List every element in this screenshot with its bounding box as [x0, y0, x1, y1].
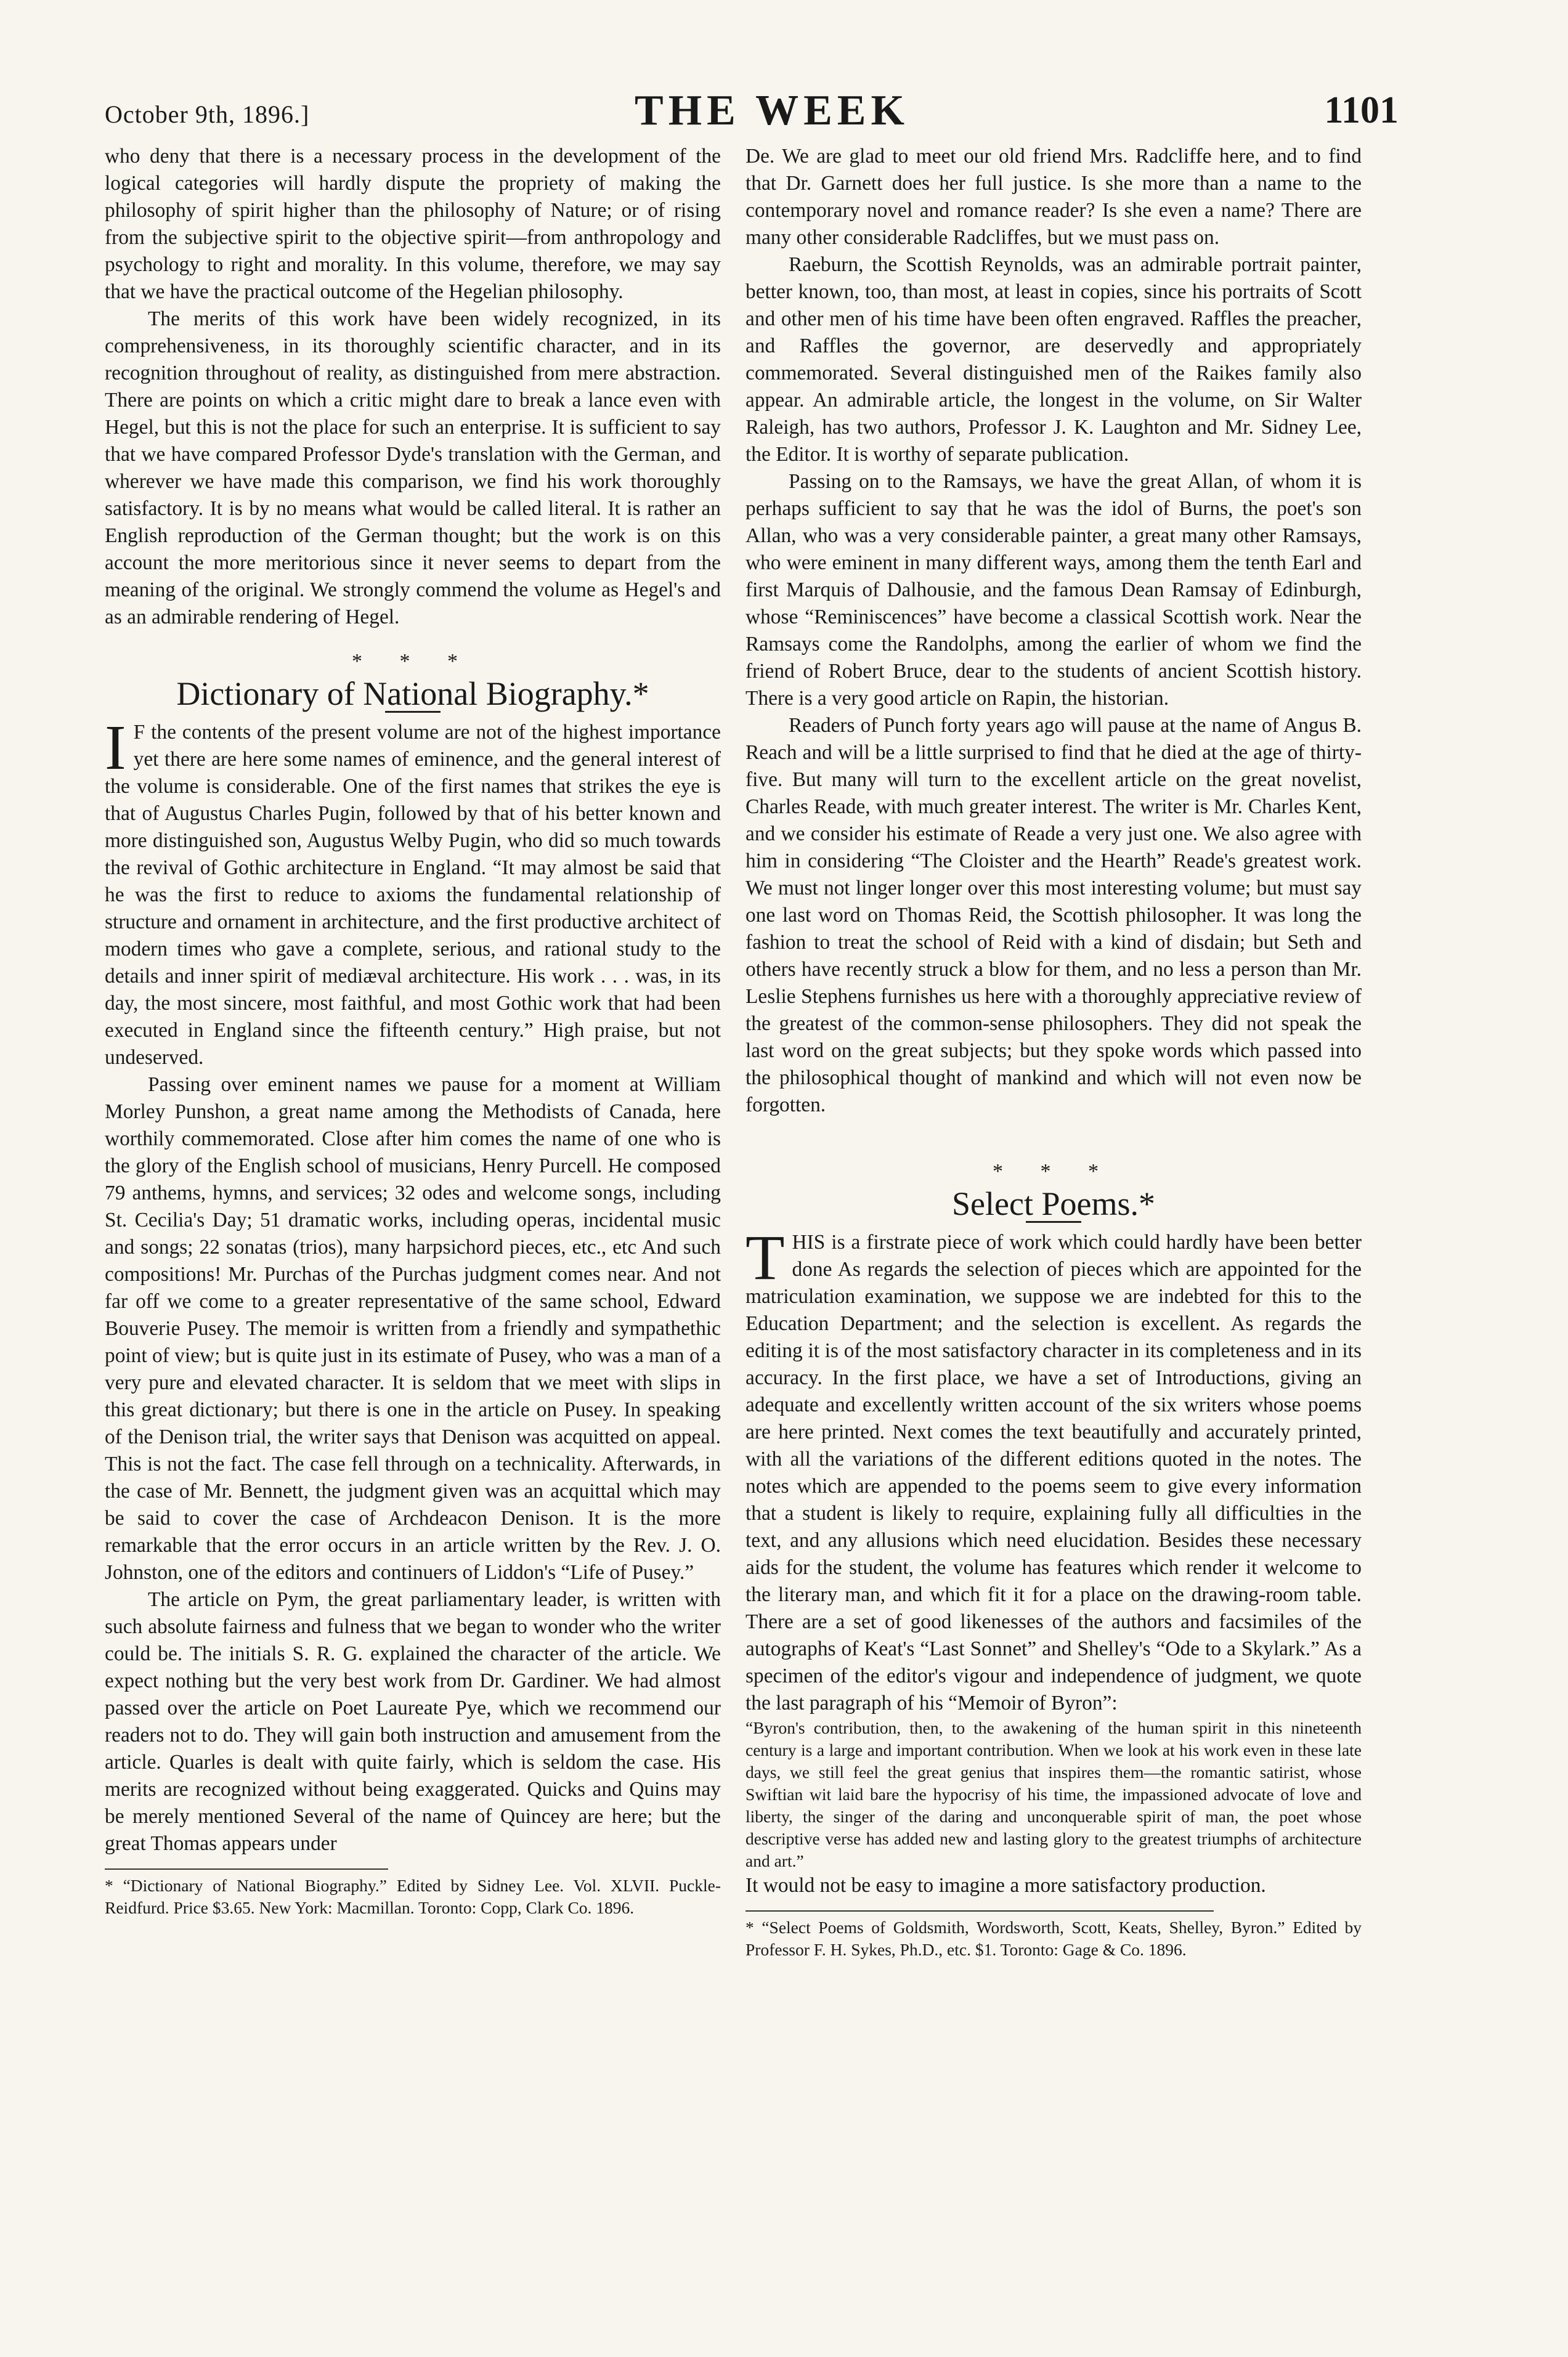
right-column	[745, 143, 1362, 1961]
section-divider-stars: * * *	[993, 1160, 1115, 1183]
dnb-continuation-paragraph-1: De. We are glad to meet our old friend Mrs. Radcliffe here, and to find that Dr. Garnett does her full justice. Is she more than a name to the contemporary novel and romance reader? Is she even a name? There are many other considerable Radcliffes, but we must pass on.	[745, 145, 1362, 249]
footnote-rule	[105, 1868, 388, 1870]
select-poems-section-title: Select Poems.*	[952, 1185, 1155, 1222]
hegel-review-continuation: who deny that there is a necessary process in the development of the logical categories will hardly dispute the propriety of making the philosophy of spirit higher than the philosophy of Nature; or of rising from the subjective spirit to the objective spirit—from anthropology and psychology to right and morality. In this volume, therefore, we may say that we have the practical outcome of the Hegelian philosophy.	[105, 145, 721, 303]
drop-cap: T	[745, 1222, 785, 1293]
dnb-continuation-paragraph-2: Raeburn, the Scottish Reynolds, was an admirable portrait painter, better known, too, than most, at least in copies, since his portraits of Scott and other men of his time have been often engraved. Raffles the preacher, and Raffles the governor, are deservedly and appropriately commemorated. Several distinguished men of the Raikes family also appear. An admirable article, the longest in the volume, on Sir Walter Raleigh, has two authors, Professor J. K. Laughton and Mr. Sidney Lee, the Editor. It is worthy of separate publication.	[745, 253, 1362, 466]
page-number: 1101	[1324, 89, 1399, 131]
select-poems-footnote: * “Select Poems of Goldsmith, Wordsworth, Scott, Keats, Shelley, Byron.” Edited by Professor F. H. Sykes, Ph.D., etc. $1. Toronto: Gage & Co. 1896.	[745, 1918, 1362, 1959]
dnb-paragraph-2: Passing over eminent names we pause for a moment at William Morley Punshon, a great name among the Methodists of Canada, here worthily commemorated. Close after him comes the name of one who is the glory of the English school of musicians, Henry Purcell. He composed 79 anthems, hymns, and services; 32 odes and welcome songs, including St. Cecilia's Day; 51 dramatic works, including operas, incidental music and songs; 22 sonatas (trios), many harpsichord pieces, etc., etc And such compositions! Mr. Purchas of the Purchas judgment comes near. And not far off we come to a greater representative of the same school, Edward Bouverie Pusey. The memoir is written from a friendly and sympathethic point of view; but is quite just in its estimate of Pusey, who was a man of a very pure and elevated character. It is seldom that we meet with slips in this great dictionary; but there is one in the article on Pusey. In speaking of the Denison trial, the writer says that Denison was acquitted on appeal. This is not the fact. The case fell through on a technicality. Afterwards, in the case of Mr. Bennett, the judgment given was an acquittal which may be said to cover the case of Archdeacon Denison. It is the more remarkable that the error occurs in an article written by the Rev. J. O. Johnston, one of the editors and continuers of Liddon's “Life of Pusey.”	[105, 1073, 721, 1584]
section-divider-stars: * * *	[352, 650, 474, 673]
page-header	[105, 86, 1399, 142]
publication-title: THE WEEK	[635, 87, 909, 134]
dnb-continuation-paragraph-3: Passing on to the Ramsays, we have the great Allan, of whom it is perhaps sufficient to say that he was the idol of Burns, the poet's son Allan, who was a very considerable painter, a great many other Ramsays, who were eminent in many different ways, among them the tenth Earl and first Marquis of Dalhousie, and the famous Dean Ramsay of Edinburgh, whose “Reminiscences” have become a classical Scottish work. Near the Ramsays come the Randolphs, among the earlier of whom we find the friend of Robert Bruce, dear to the students of ancient Scottish history. There is a very good article on Rapin, the historian.	[745, 470, 1362, 710]
select-poems-paragraph	[745, 1222, 1362, 1717]
dnb-footnote: * “Dictionary of National Biography.” Edited by Sidney Lee. Vol. XLVII. Puckle-Reidfurd. Price $3.65. New York: Macmillan. Toronto: Copp, Clark Co. 1896.	[105, 1876, 721, 1917]
drop-cap: I	[105, 712, 126, 783]
byron-memoir-quote: “Byron's contribution, then, to the awakening of the human spirit in this nineteenth century is a large and important contribution. When we look at his work even in these late days, we still feel the great genius that inspires them—the romantic satirist, whose Swiftian wit laid bare the hypocrisy of his time, the impassioned advocate of love and liberty, the singer of the daring and unconquerable spirit of man, the poet whose descriptive verse has added new and lasting glory to the greatest triumphs of architecture and art.”	[745, 1718, 1362, 1870]
left-column	[105, 143, 721, 1919]
select-poems-paragraph-text: HIS is a firstrate piece of work which could hardly have been better done As regards the selection of pieces which are appointed for the matriculation examination, we suppose we are indebted for this to the Education Department; and the selection is excellent. As regards the editing it is of the most satisfactory character in its completeness and in its accuracy. In the first place, we have a set of Introductions, giving an adequate and excellently written account of the six writers whose poems are here printed. Next comes the text beautifully and accurately printed, with all the variations of the different editions quoted in the notes. The notes which are appended to the poems seem to give every information that a student is likely to require, explaining fully all difficulties in the text, and any allusions which need elucidation. Besides these necessary aids for the student, the volume has features which render it welcome to the literary man, and which fit it for a place on the drawing-room table. There are a set of good likenesses of the authors and facsimiles of the autographs of Keat's “Last Sonnet” and Shelley's “Ode to a Skylark.” As a specimen of the editor's vigour and independence of judgment, we quote the last paragraph of his “Memoir of Byron”:	[745, 1231, 1362, 1714]
dnb-continuation-paragraph-4: Readers of Punch forty years ago will pause at the name of Angus B. Reach and will be a little surprised to find that he died at the age of thirty-five. But many will turn to the excellent article on the great novelist, Charles Reade, with much greater interest. The writer is Mr. Charles Kent, and we consider his estimate of Reade a very just one. We also agree with him in considering “The Cloister and the Hearth” Reade's greatest work. We must not linger longer over this most interesting volume; but must say one last word on Thomas Reid, the Scottish philosopher. It was long the fashion to treat the school of Reid with a kind of disdain; but Seth and others have recently struck a blow for them, and no less a person than Mr. Leslie Stephens furnishes us here with a thoroughly appreciative review of the greatest of the common-sense philosophers. They did not speak the last word on the great subjects; but they spoke words which passed into the philosophical thought of mankind and which will not even now be forgotten.	[745, 714, 1362, 1116]
dnb-paragraph-1	[105, 712, 721, 1071]
dnb-paragraph-1-text: F the contents of the present volume are not of the highest importance yet there are here some names of eminence, and the general interest of the volume is considerable. One of the first names that strikes the eye is that of Augustus Charles Pugin, followed by that of his better known and more distinguished son, Augustus Welby Pugin, who did so much towards the revival of Gothic architecture in England. “It may almost be said that he was the first to reduce to axioms the fundamental relationship of structure and ornament in architecture, and the first productive architect of modern times who gave a complete, serious, and rational study to the details and inner spirit of mediæval architecture. His work . . . was, in its day, the most sincere, most faithful, and most Gothic work that had been executed in England since the fifteenth century.” High praise, but not undeserved.	[105, 721, 721, 1069]
dnb-paragraph-3: The article on Pym, the great parliamentary leader, is written with such absolute fairness and fulness that we began to wonder who the writer could be. The initials S. R. G. explained the character of the article. We expect nothing but the very best work from Dr. Gardiner. We had almost passed over the article on Poet Laureate Pye, which we recommend our readers not to do. They will gain both instruction and amusement from the article. Quarles is dealt with quite fairly, which is seldom the case. His merits are recognized without being exaggerated. Quicks and Quins may be merely mentioned Several of the name of Quincey are here; but the great Thomas appears under	[105, 1588, 721, 1855]
footnote-rule	[745, 1910, 1214, 1912]
hegel-review-merits: The merits of this work have been widely recognized, in its comprehensiveness, in its thoroughly scientific character, and in its recognition throughout of reality, as distinguished from mere abstraction. There are points on which a critic might dare to break a lance even with Hegel, but this is not the place for such an enterprise. It is sufficient to say that we have compared Professor Dyde's translation with the German, and wherever we have made this comparison, we find his work thoroughly satisfactory. It is by no means what would be called literal. It is rather an English reproduction of the German thought; but the work is on this account the more meritorious since it never seems to depart from the meaning of the original. We strongly commend the volume as Hegel's and as an admirable rendering of Hegel.	[105, 307, 721, 628]
issue-date: October 9th, 1896.]	[105, 100, 310, 128]
select-poems-closing: It would not be easy to imagine a more satisfactory production.	[745, 1874, 1266, 1897]
dnb-section-title: Dictionary of National Biography.*	[176, 675, 649, 712]
